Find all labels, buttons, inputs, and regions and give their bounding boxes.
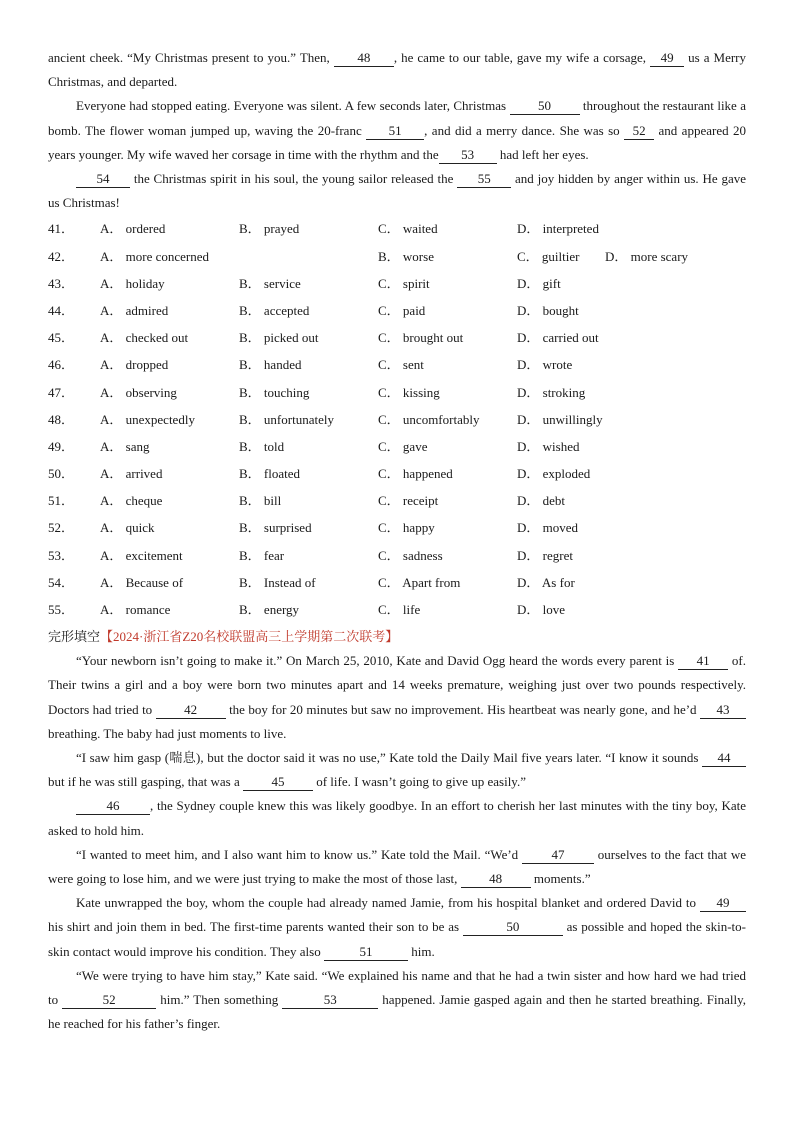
option-d[interactable]: D． more scary bbox=[605, 248, 689, 264]
question-number: 50． bbox=[48, 466, 75, 482]
blank-46[interactable]: 46 bbox=[76, 798, 150, 815]
option-a[interactable]: A． quick bbox=[100, 520, 155, 536]
blank-54[interactable]: 54 bbox=[76, 171, 130, 188]
blank-49b[interactable]: 49 bbox=[700, 895, 746, 912]
option-c[interactable]: C． happened bbox=[378, 466, 453, 482]
blank-52b[interactable]: 52 bbox=[62, 992, 156, 1009]
blank-51[interactable]: 51 bbox=[366, 123, 424, 140]
option-row bbox=[48, 596, 746, 623]
option-b[interactable]: B． energy bbox=[239, 602, 300, 618]
option-b[interactable]: B． picked out bbox=[239, 330, 319, 346]
option-d[interactable]: D． carried out bbox=[517, 330, 599, 346]
option-row bbox=[48, 542, 746, 569]
blank-50[interactable]: 50 bbox=[510, 98, 580, 115]
option-c[interactable]: C． Apart from bbox=[378, 574, 461, 590]
question-number: 48． bbox=[48, 411, 75, 427]
passage2-para-4: Kate unwrapped the boy, whom the couple had already named Jamie, from his hospital blanket and ordered David to 49 his shirt and join them in bed. The first-time parents wanted their son to be as 50 as possible and hoped the skin-to-skin contact would improve his condition. They also 51 him. bbox=[48, 895, 746, 959]
option-b[interactable]: B． fear bbox=[239, 547, 285, 563]
section-source: 【2024·浙江省Z20名校联盟高三上学期第二次联考】 bbox=[100, 629, 399, 645]
option-b[interactable]: B． surprised bbox=[239, 520, 312, 536]
option-a[interactable]: A． more concerned bbox=[100, 248, 210, 264]
options-list bbox=[48, 215, 746, 623]
question-number: 49． bbox=[48, 438, 75, 454]
passage1-para-0: ancient cheek. “My Christmas present to you.” Then, 48 , he came to our table, gave my wife a corsage, 49 us a Merry Christmas, and departed. bbox=[48, 50, 746, 90]
blank-52[interactable]: 52 bbox=[624, 123, 654, 140]
option-b[interactable]: B． handed bbox=[239, 357, 302, 373]
passage2-para-3: “I wanted to meet him, and I also want him to know us.” Kate told the Mail. “We’d 47 ourselves to the fact that we were going to lose him, and we were just trying to make the most of those last, 48 moments.” bbox=[48, 846, 746, 887]
option-row bbox=[48, 460, 746, 487]
option-d[interactable]: D． moved bbox=[517, 520, 579, 536]
option-row bbox=[48, 379, 746, 406]
question-number: 47． bbox=[48, 384, 75, 400]
option-d[interactable]: D． stroking bbox=[517, 384, 586, 400]
option-b[interactable]: B． Instead of bbox=[239, 574, 316, 590]
question-number: 44． bbox=[48, 302, 75, 318]
option-d[interactable]: D． wished bbox=[517, 438, 580, 454]
option-c[interactable]: C． spirit bbox=[378, 275, 430, 291]
option-d[interactable]: D． debt bbox=[517, 493, 566, 509]
passage2-para-5: “We were trying to have him stay,” Kate said. “We explained his name and that he had a twin sister and how hard we had tried to 52 him.” Then something 53 happened. Jamie gasped again and then he started breathing. Finally, he reached for his father’s finger. bbox=[48, 967, 746, 1032]
option-d[interactable]: D． love bbox=[517, 602, 566, 618]
option-row bbox=[48, 351, 746, 378]
option-c[interactable]: C． happy bbox=[378, 520, 435, 536]
passage1-para-2: 54 the Christmas spirit in his soul, the young sailor released the 55 and joy hidden by anger within us. He gave us Christmas! bbox=[48, 171, 746, 211]
option-d[interactable]: D． As for bbox=[517, 574, 575, 590]
option-a[interactable]: A． admired bbox=[100, 302, 169, 318]
option-a[interactable]: A． ordered bbox=[100, 221, 166, 237]
option-row bbox=[48, 215, 746, 242]
option-d[interactable]: D． regret bbox=[517, 547, 573, 563]
option-row bbox=[48, 270, 746, 297]
option-b[interactable]: B． told bbox=[239, 438, 285, 454]
option-a[interactable]: A． cheque bbox=[100, 493, 163, 509]
option-b[interactable]: B． touching bbox=[239, 384, 310, 400]
option-row bbox=[48, 324, 746, 351]
option-c[interactable]: C． receipt bbox=[378, 493, 439, 509]
passage2-para-2: 46 , the Sydney couple knew this was likely goodbye. In an effort to cherish her last minutes with the tiny boy, Kate asked to hold him. bbox=[48, 798, 746, 838]
option-c[interactable]: C． sent bbox=[378, 357, 424, 373]
option-b[interactable]: B． worse bbox=[378, 248, 434, 264]
option-c[interactable]: C． paid bbox=[378, 302, 426, 318]
blank-45[interactable]: 45 bbox=[243, 774, 313, 791]
option-d[interactable]: D． unwillingly bbox=[517, 411, 603, 427]
blank-43[interactable]: 43 bbox=[700, 702, 746, 719]
option-b[interactable]: B． prayed bbox=[239, 221, 300, 237]
option-b[interactable]: B． unfortunately bbox=[239, 411, 334, 427]
blank-51b[interactable]: 51 bbox=[324, 944, 408, 961]
option-c[interactable]: C． kissing bbox=[378, 384, 440, 400]
blank-41[interactable]: 41 bbox=[678, 653, 728, 670]
option-a[interactable]: A． checked out bbox=[100, 330, 189, 346]
option-d[interactable]: D． bought bbox=[517, 302, 579, 318]
blank-44[interactable]: 44 bbox=[702, 750, 746, 767]
option-c[interactable]: C． waited bbox=[378, 221, 438, 237]
option-c[interactable]: C． brought out bbox=[378, 330, 464, 346]
blank-49[interactable]: 49 bbox=[650, 50, 684, 67]
option-a[interactable]: A． excitement bbox=[100, 547, 183, 563]
option-a[interactable]: A． Because of bbox=[100, 574, 184, 590]
question-number: 53． bbox=[48, 547, 75, 563]
option-b[interactable]: B． accepted bbox=[239, 302, 310, 318]
blank-48b[interactable]: 48 bbox=[461, 871, 531, 888]
option-c[interactable]: C． sadness bbox=[378, 547, 443, 563]
option-a[interactable]: A． sang bbox=[100, 438, 150, 454]
option-c[interactable]: C． uncomfortably bbox=[378, 411, 480, 427]
question-number: 46． bbox=[48, 357, 75, 373]
question-number: 51． bbox=[48, 493, 75, 509]
option-d[interactable]: D． gift bbox=[517, 275, 561, 291]
blank-53b[interactable]: 53 bbox=[282, 992, 378, 1009]
option-c[interactable]: C． guiltier bbox=[517, 248, 580, 264]
option-row bbox=[48, 433, 746, 460]
passage1-para-1: Everyone had stopped eating. Everyone was silent. A few seconds later, Christmas 50 throughout the restaurant like a bomb. The flower woman jumped up, waving the 20-franc 51 , and did a merry dance. She was so 52 and appeared 20 years younger. My wife waved her corsage in time with the rhythm and the 53 had left her eyes. bbox=[48, 98, 747, 162]
option-a[interactable]: A． arrived bbox=[100, 466, 163, 482]
question-number: 54． bbox=[48, 574, 75, 590]
option-c[interactable]: C． gave bbox=[378, 438, 428, 454]
passage2-para-0: “Your newborn isn’t going to make it.” On March 25, 2010, Kate and David Ogg heard the words every parent is 41 of. Their twins a girl and a boy were born two minutes apart and 14 weeks premature, weighing just over two pounds respectively. Doctors had tried to 42 the boy for 20 minutes but saw no improvement. His heartbeat was nearly gone, and he’d 43 breathing. The baby had just moments to live. bbox=[48, 653, 746, 741]
option-row bbox=[48, 514, 746, 541]
question-number: 42． bbox=[48, 248, 75, 264]
option-d[interactable]: D． interpreted bbox=[517, 221, 599, 237]
page bbox=[48, 46, 746, 1036]
question-number: 43． bbox=[48, 275, 75, 291]
question-number: 45． bbox=[48, 330, 75, 346]
option-row bbox=[48, 297, 746, 324]
option-d[interactable]: D． exploded bbox=[517, 466, 591, 482]
option-b[interactable]: B． service bbox=[239, 275, 301, 291]
blank-48[interactable]: 48 bbox=[334, 50, 394, 67]
option-a[interactable]: A． romance bbox=[100, 602, 171, 618]
question-number: 52． bbox=[48, 520, 75, 536]
option-a[interactable]: A． unexpectedly bbox=[100, 411, 195, 427]
option-b[interactable]: B． floated bbox=[239, 466, 301, 482]
blank-53[interactable]: 53 bbox=[439, 147, 497, 164]
option-b[interactable]: B． bill bbox=[239, 493, 282, 509]
option-row bbox=[48, 406, 746, 433]
passage2-para-1: “I saw him gasp (喘息), but the doctor said it was no use,” Kate told the Daily Mail five years later. “I know it sounds 44 but if he was still gasping, that was a 45 of life. I wasn’t going to give up easily.” bbox=[48, 746, 746, 794]
option-a[interactable]: A． holiday bbox=[100, 275, 165, 291]
section-heading bbox=[48, 625, 746, 649]
option-row bbox=[48, 243, 746, 270]
question-number: 55． bbox=[48, 602, 75, 618]
blank-42[interactable]: 42 bbox=[156, 702, 226, 719]
option-c[interactable]: C． life bbox=[378, 602, 421, 618]
section-label: 完形填空 bbox=[48, 629, 101, 645]
option-row bbox=[48, 569, 746, 596]
option-row bbox=[48, 487, 746, 514]
option-a[interactable]: A． dropped bbox=[100, 357, 169, 373]
option-a[interactable]: A． observing bbox=[100, 384, 177, 400]
blank-47[interactable]: 47 bbox=[522, 847, 594, 864]
question-number: 41． bbox=[48, 221, 75, 237]
option-d[interactable]: D． wrote bbox=[517, 357, 573, 373]
blank-55[interactable]: 55 bbox=[457, 171, 511, 188]
blank-50b[interactable]: 50 bbox=[463, 919, 563, 936]
